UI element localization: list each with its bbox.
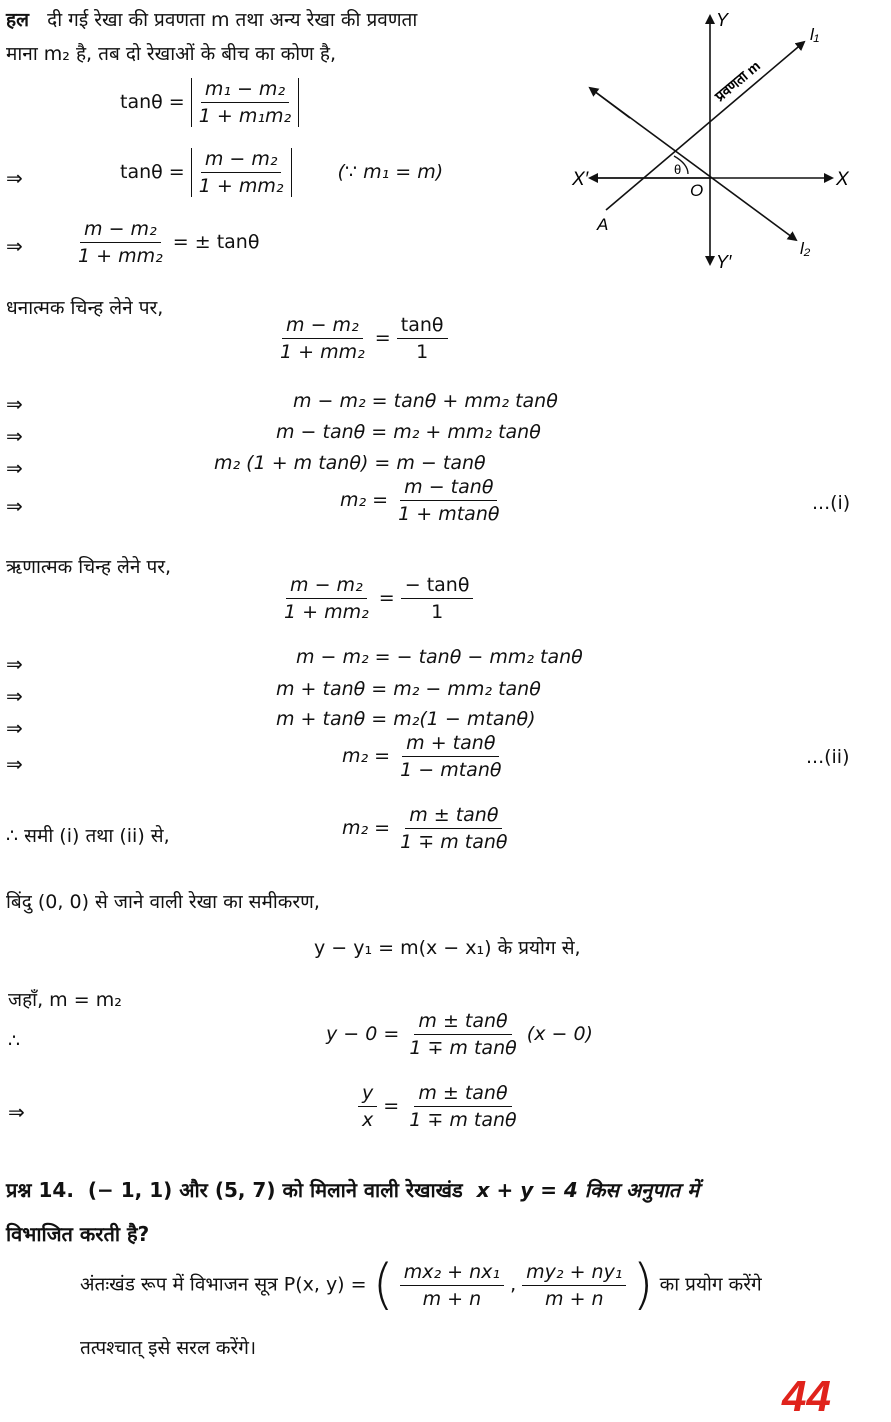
positive-heading: धनात्मक चिन्ह लेने पर, <box>6 297 164 319</box>
positive-eq3: m₂ (1 + m tanθ) = m − tanθ <box>214 452 486 474</box>
fraction-numerator: m − tanθ <box>400 476 497 501</box>
implies-arrow: ⇒ <box>6 234 23 258</box>
fraction <box>280 574 373 623</box>
solution-label: हल <box>6 9 29 31</box>
intro-text-1: दी गई रेखा की प्रवणता m तथा अन्य रेखा की प्रवणता <box>47 9 418 31</box>
slope-label: प्रवणता m <box>711 57 764 105</box>
formula-tan-theta-2 <box>120 148 443 197</box>
line-eq-final <box>358 1082 521 1131</box>
equals-sign: = <box>374 327 391 349</box>
fraction-denominator: 1 + m₁m₂ <box>198 105 292 127</box>
origin-label: O <box>690 181 704 200</box>
line-eq-rhs: (x − 0) <box>526 1023 593 1045</box>
line-eq-lhs: y − 0 = <box>326 1023 400 1045</box>
combined-lhs: m₂ = <box>342 817 391 839</box>
fraction-numerator: − tanθ <box>401 574 474 599</box>
negative-eq2: m + tanθ = m₂ − mm₂ tanθ <box>276 678 541 700</box>
fraction <box>405 1082 520 1131</box>
equation-tag-i: ...(i) <box>812 492 851 514</box>
fraction-numerator: m + tanθ <box>402 732 499 757</box>
positive-eq2: m − tanθ = m₂ + mm₂ tanθ <box>276 421 541 443</box>
positive-eq0 <box>276 314 448 363</box>
fraction-denominator: 1 ∓ m tanθ <box>409 1109 517 1131</box>
l1-label: l₁ <box>810 25 820 44</box>
fraction-denominator: 1 <box>416 341 429 363</box>
formula1-lhs: tanθ = <box>120 91 185 113</box>
implies-arrow: ⇒ <box>6 424 23 448</box>
fraction-denominator: 1 + mtanθ <box>398 503 500 525</box>
fraction <box>401 574 474 623</box>
fraction-denominator: 1 + mm₂ <box>198 175 284 197</box>
fraction-numerator: mx₂ + nx₁ <box>400 1261 504 1286</box>
fraction <box>397 314 448 363</box>
combined-eq <box>342 804 512 853</box>
implies-arrow: ⇒ <box>6 652 23 676</box>
comma: , <box>510 1273 517 1296</box>
negative-heading: ऋणात्मक चिन्ह लेने पर, <box>6 556 172 578</box>
fraction <box>522 1261 626 1310</box>
absolute-value <box>191 78 299 127</box>
line-l2-head <box>590 88 630 118</box>
y-axis-label: Y <box>716 10 729 30</box>
equals-sign: = <box>383 1095 400 1117</box>
line-eq-substituted <box>326 1010 593 1059</box>
hint-formula <box>80 1253 762 1316</box>
fraction-denominator: 1 + mm₂ <box>280 341 365 363</box>
combined-text: ∴ समी (i) तथा (ii) से, <box>6 825 170 847</box>
fraction-denominator: m + n <box>422 1287 482 1310</box>
positive-eq1: m − m₂ = tanθ + mm₂ tanθ <box>293 390 558 412</box>
fraction <box>396 804 511 853</box>
question-text-b: x + y = 4 किस अनुपात में <box>476 1178 700 1202</box>
fraction <box>396 732 505 781</box>
fraction-numerator: m ± tanθ <box>414 1082 511 1107</box>
formula3-rhs: = ± tanθ <box>172 231 260 253</box>
formula2-lhs: tanθ = <box>120 161 185 183</box>
eq4-lhs: m₂ = <box>340 489 389 511</box>
where-text: जहाँ, m = m₂ <box>8 989 122 1011</box>
fraction-numerator: m − m₂ <box>201 148 282 173</box>
equation-tag-ii: ...(ii) <box>806 746 850 768</box>
fraction <box>400 1261 504 1310</box>
implies-arrow: ⇒ <box>6 392 23 416</box>
fraction-denominator: 1 − mtanθ <box>400 759 502 781</box>
fraction <box>276 314 369 363</box>
fraction <box>405 1010 520 1059</box>
hint-text-1: अंतःखंड रूप में विभाजन सूत्र P(x, y) = <box>80 1273 367 1296</box>
fraction-numerator: m − m₂ <box>282 314 363 339</box>
formula-plus-minus <box>74 218 259 267</box>
fraction-denominator: x <box>362 1109 374 1131</box>
implies-arrow: ⇒ <box>8 1100 25 1124</box>
fraction <box>394 476 503 525</box>
fraction-denominator: 1 <box>431 601 444 623</box>
formula-tan-theta-1 <box>120 78 299 127</box>
line-l1 <box>606 42 804 210</box>
coordinate-diagram <box>570 2 860 282</box>
question-text-a: (− 1, 1) और (5, 7) को मिलाने वाली रेखाखंड <box>87 1178 463 1202</box>
fraction-denominator: 1 ∓ m tanθ <box>409 1037 517 1059</box>
fraction-numerator: y <box>358 1082 377 1107</box>
implies-arrow: ⇒ <box>6 456 23 480</box>
negative-eq4 <box>342 732 506 781</box>
eq4-lhs: m₂ = <box>342 745 391 767</box>
question-label: प्रश्न 14. <box>6 1178 74 1202</box>
left-paren: ( <box>372 1253 394 1316</box>
fraction-numerator: m ± tanθ <box>414 1010 511 1035</box>
l2-label: l₂ <box>800 239 811 258</box>
therefore-symbol: ∴ <box>8 1030 21 1052</box>
negative-eq1: m − m₂ = − tanθ − mm₂ tanθ <box>296 646 583 668</box>
fraction-denominator: m + n <box>545 1287 604 1310</box>
fraction-numerator: m ± tanθ <box>405 804 502 829</box>
implies-arrow: ⇒ <box>6 716 23 740</box>
y-neg-label: Y′ <box>716 252 732 272</box>
fraction <box>195 78 295 127</box>
implies-arrow: ⇒ <box>6 684 23 708</box>
fraction-numerator: m₁ − m₂ <box>201 78 289 103</box>
point-slope-formula: y − y₁ = m(x − x₁) के प्रयोग से, <box>314 937 581 959</box>
positive-eq4 <box>340 476 504 525</box>
question-line-1 <box>6 1176 699 1203</box>
hint-line-2: तत्पश्चात् इसे सरल करेंगे। <box>80 1337 257 1359</box>
x-axis-label: X <box>836 169 849 190</box>
implies-arrow: ⇒ <box>6 752 23 776</box>
absolute-value <box>191 148 292 197</box>
fraction <box>358 1082 377 1131</box>
implies-arrow: ⇒ <box>6 494 23 518</box>
hint-text-2: का प्रयोग करेंगे <box>659 1273 762 1296</box>
fraction <box>195 148 288 197</box>
right-paren: ) <box>632 1253 654 1316</box>
fraction-numerator: tanθ <box>397 314 448 339</box>
fraction-denominator: 1 + mm₂ <box>78 245 163 267</box>
intro-text-2: माना m₂ है, तब दो रेखाओं के बीच का कोण है, <box>6 43 337 65</box>
fraction-numerator: my₂ + ny₁ <box>522 1261 626 1286</box>
fraction-numerator: m − m₂ <box>286 574 367 599</box>
fraction-denominator: 1 ∓ m tanθ <box>400 831 508 853</box>
negative-eq0 <box>280 574 473 623</box>
formula2-note: (∵ m₁ = m) <box>337 161 444 183</box>
fraction <box>74 218 167 267</box>
fraction-denominator: 1 + mm₂ <box>284 601 369 623</box>
question-line-2: विभाजित करती है? <box>6 1222 150 1246</box>
line-equation-heading: बिंदु (0, 0) से जाने वाली रेखा का समीकरण, <box>6 891 320 913</box>
fraction-numerator: m − m₂ <box>80 218 161 243</box>
x-neg-label: X′ <box>572 169 589 190</box>
theta-label: θ <box>674 162 682 177</box>
negative-eq3: m + tanθ = m₂(1 − mtanθ) <box>276 708 536 730</box>
solution-intro-line1 <box>6 6 417 32</box>
implies-arrow: ⇒ <box>6 166 23 190</box>
point-a-label: A <box>597 215 609 234</box>
page-mark: 44 <box>782 1372 831 1421</box>
equals-sign: = <box>378 587 395 609</box>
